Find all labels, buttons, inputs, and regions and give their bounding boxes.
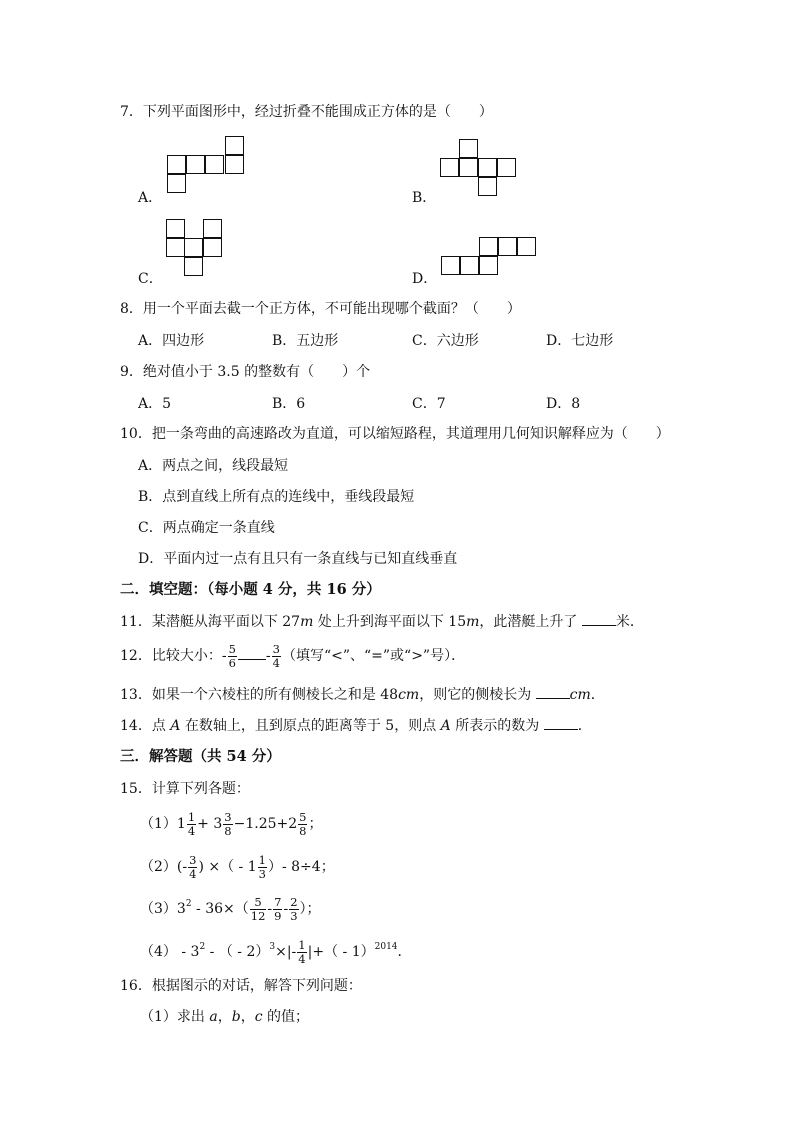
q9-option-b[interactable]: B．6 <box>272 396 306 412</box>
q16-part1: （1）求出 a，b，c 的值； <box>140 1009 309 1025</box>
q12: 12．比较大小：- $\frac{5}{6}$ - $\frac{3}{4}$ （填写“<”、“=”或“>”号）． <box>120 641 466 670</box>
q10-option-b[interactable]: B．点到直线上所有点的连线中，垂线段最短 <box>138 489 415 505</box>
q11-answer-blank[interactable] <box>582 613 616 626</box>
q8-option-b[interactable]: B．五边形 <box>272 333 339 349</box>
q7-stem: 7．下列平面图形中，经过折叠不能围成正方体的是（ ） <box>120 104 493 120</box>
q14-answer-blank[interactable] <box>544 717 578 730</box>
q7-option-c[interactable]: C． <box>138 271 163 287</box>
q9-stem: 9．绝对值小于 3.5 的整数有（ ）个 <box>120 364 371 380</box>
q8-option-a[interactable]: A．四边形 <box>138 333 205 349</box>
q7-option-d[interactable]: D． <box>412 271 438 287</box>
q9-option-a[interactable]: A．5 <box>138 396 172 412</box>
q13-answer-blank[interactable] <box>536 686 570 699</box>
q11: 11．某潜艇从海平面以下 27m 处上升到海平面以下 15m，此潜艇上升了 米． <box>120 614 644 630</box>
q12-answer-blank[interactable] <box>238 647 266 660</box>
q15-part3: $(3)3^2 - 36\times$（ $\frac{5}{12}$ - $\frac{7}{9}$ - $\frac{2}{3}$ ）； <box>140 894 321 923</box>
q7-option-b[interactable]: B． <box>412 190 437 206</box>
section-solve-heading: 三．解答题（共 54 分） <box>120 748 281 765</box>
q16-stem: 16．根据图示的对话，解答下列问题： <box>120 978 362 994</box>
q10-option-d[interactable]: D．平面内过一点有且只有一条直线与已知直线垂直 <box>138 551 458 567</box>
q9-option-d[interactable]: D．8 <box>546 396 581 412</box>
q13: 13．如果一个六棱柱的所有侧棱长之和是 48cm，则它的侧棱长为 cm． <box>120 687 605 703</box>
q8-stem: 8．用一个平面去截一个正方体，不可能出现哪个截面？（ ） <box>120 301 521 317</box>
q10-option-a[interactable]: A．两点之间，线段最短 <box>138 458 289 474</box>
q8-option-d[interactable]: D．七边形 <box>546 333 614 349</box>
q14: 14．点 A 在数轴上，且到原点的距离等于 5，则点 A 所表示的数为 ． <box>120 718 592 734</box>
q10-option-c[interactable]: C．两点确定一条直线 <box>138 520 275 536</box>
q7-option-a[interactable]: A． <box>138 190 163 206</box>
q8-option-c[interactable]: C．六边形 <box>412 333 479 349</box>
section-fill-in-heading: 二．填空题：（每小题 4 分，共 16 分） <box>120 581 381 598</box>
q15-stem: 15．计算下列各题： <box>120 781 250 797</box>
q15-part1: （1）1 $\frac{1}{4}$ + 3 $\frac{3}{8}$ −1.25+2 $\frac{5}{8}$ ； <box>140 809 323 838</box>
q10-stem: 10．把一条弯曲的高速路改为直道，可以缩短路程，其道理用几何知识解释应为（ ） <box>120 426 670 442</box>
q15-part4: $(4) - 3^2$ - （ - 2）$^3$×|- $\frac{1}{4}$ |+（ - 1）$^{2014}$． <box>140 937 412 966</box>
q15-part2: （2）(- $\frac{3}{4}$ ) ×（ - 1 $\frac{1}{3}$ ）- 8÷4； <box>140 852 335 881</box>
q9-option-c[interactable]: C．7 <box>412 396 446 412</box>
